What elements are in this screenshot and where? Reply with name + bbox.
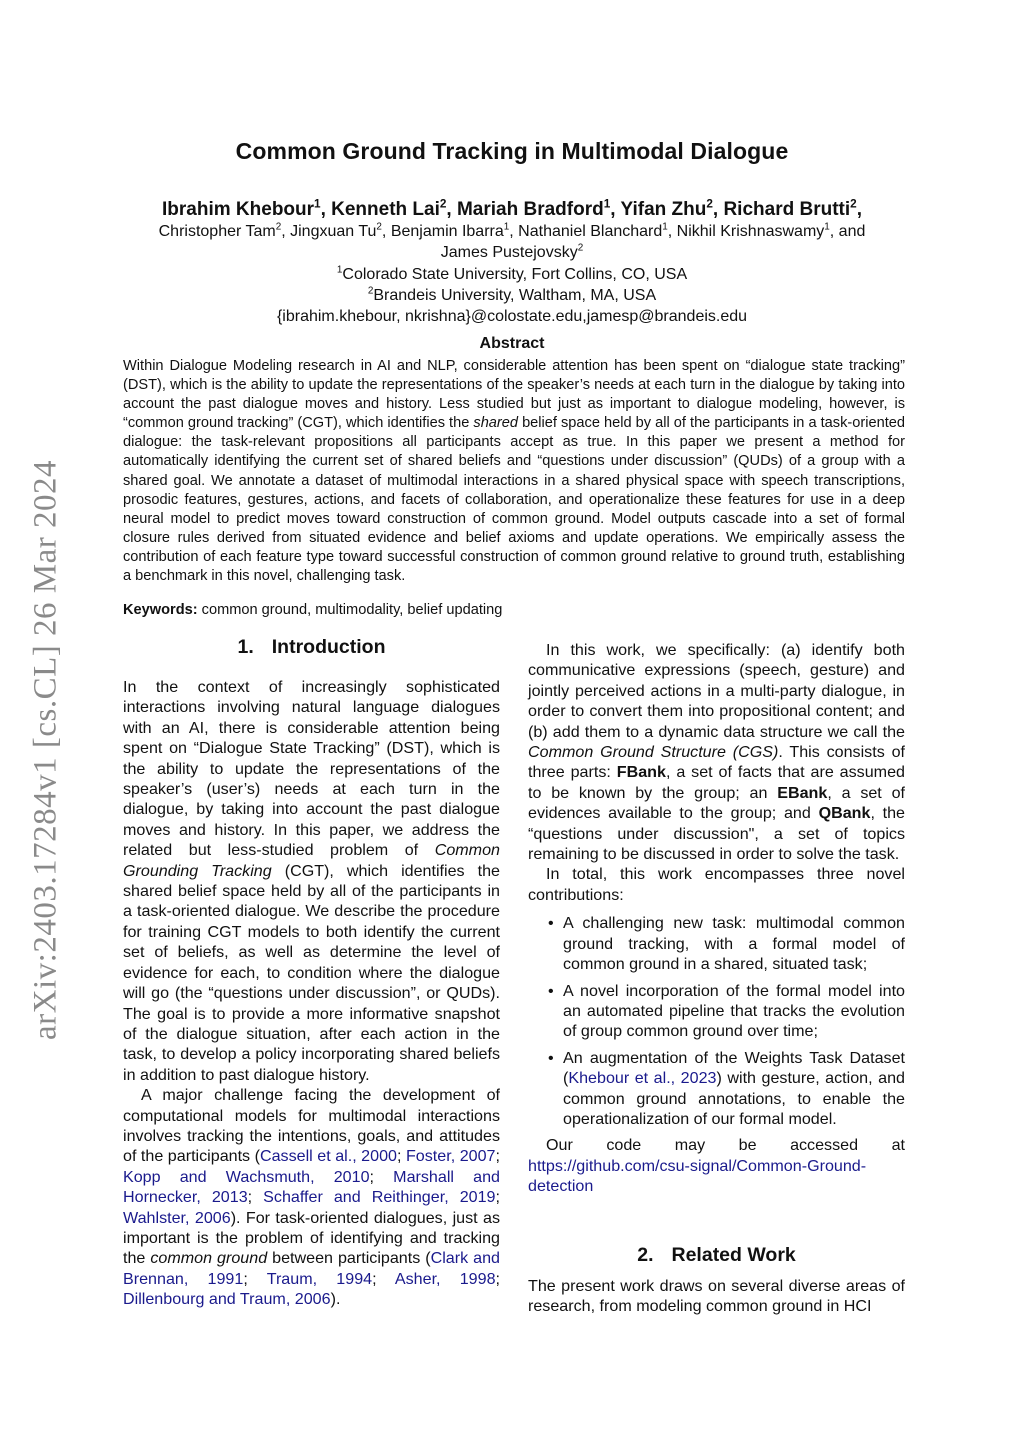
author-name: Yifan Zhu — [620, 199, 707, 220]
body-text: between participants ( — [267, 1249, 431, 1268]
author-separator: , — [446, 199, 457, 220]
repository-url-line-2: detection — [528, 1177, 594, 1196]
keywords-line — [123, 602, 502, 618]
code-access-line — [528, 1135, 905, 1155]
abstract-heading: Abstract — [479, 335, 545, 352]
abstract-text: belief space held by all of the participants in a task-oriented dialogue: the task-relevant propositions all participants accept as true. In this paper we present a method for automatically identifying the current set of shared beliefs and “questions under discussion” (QUDs) of a group with a shared goal. We annotate a dataset of multimodal interactions in a shared physical space with speech transcriptions, prosodic features, gestures, actions, and facets of collaboration, and operationalize these features for use in a deep neural model to predict moves toward construction of common ground. Model outputs cascade into a set of formal closure rules derived from situated evidence and belief axioms and update operations. We empirically assess the contribution of each feature type toward successful construction of common ground relative to ground truth, establishing a benchmark in this novel, challenging task. — [123, 415, 905, 585]
contributions-list — [528, 913, 905, 1129]
citation-link[interactable]: Dillenbourg and Traum, 2006 — [123, 1290, 331, 1309]
author-name: Ibrahim Khebour — [162, 199, 315, 220]
citation-author: Traum — [266, 1269, 313, 1288]
citation-year: 2013 — [211, 1188, 248, 1207]
author-affiliation-mark: 1 — [824, 221, 830, 233]
body-text: , the “questions under discussion", a set of topics remaining to be discussed in order to solve the task. — [528, 804, 905, 864]
citation-author: Clark and Brennan — [123, 1249, 500, 1288]
abstract-body — [123, 357, 905, 586]
author-separator: , and — [829, 223, 866, 240]
citation-author: Cassell et al. — [259, 1147, 353, 1166]
author-name: Mariah Bradford — [456, 199, 604, 220]
author-affiliation-mark: 2 — [577, 242, 584, 254]
author-name: Christopher Tam — [158, 223, 276, 240]
citation-author: Wahlster — [123, 1208, 186, 1227]
body-text: A major challenge facing the development of computational models for multimodal interactions involves tracking the intentions, goals, and attitudes of the participants ( — [123, 1086, 500, 1166]
fbank-term: FBank — [616, 763, 666, 782]
section-title: Introduction — [271, 636, 386, 658]
code-word: at — [891, 1136, 905, 1155]
author-affiliation-mark: 1 — [603, 197, 611, 211]
affiliation-2 — [0, 287, 1024, 305]
citation-link[interactable]: Clark and Brennan, 1991 — [123, 1249, 500, 1288]
citation-year: 1998 — [459, 1269, 496, 1288]
author-separator: , — [856, 199, 862, 220]
citation-author: Dillenbourg and Traum — [123, 1290, 286, 1309]
citation-year: 2023 — [680, 1069, 717, 1088]
body-text: ). — [330, 1290, 341, 1309]
code-word: accessed — [790, 1136, 859, 1155]
code-word: be — [738, 1136, 757, 1155]
repository-url-line-1: https://github.com/csu-signal/Common-Ground- — [528, 1156, 867, 1175]
citation-year: 2010 — [333, 1167, 370, 1186]
arxiv-identifier-stamp: arXiv:2403.17284v1 [cs.CL] 26 Mar 2024 — [27, 460, 64, 1040]
citation-link[interactable]: Marshall and Hornecker, 2013 — [123, 1167, 500, 1207]
author-name: Kenneth Lai — [331, 199, 440, 220]
citation-link[interactable]: Schaffer and Reithinger, 2019 — [263, 1188, 496, 1207]
author-affiliation-mark: 2 — [706, 197, 713, 211]
citation-author: Marshall and Hornecker — [123, 1167, 500, 1207]
author-affiliation-mark: 2 — [850, 197, 857, 211]
section-number: 2. — [637, 1244, 654, 1266]
citation-author: Foster — [405, 1147, 451, 1166]
related-work-body — [528, 1276, 905, 1317]
paper-title: Common Ground Tracking in Multimodal Dialogue — [235, 138, 789, 164]
secondary-authors — [0, 223, 1024, 241]
body-text: . This consists of three parts: — [528, 743, 905, 782]
contribution-item: • A novel incorporation of the formal model into an automated pipeline that tracks the evolution of group common ground over time; — [528, 981, 905, 1042]
code-word: may — [674, 1136, 706, 1155]
author-name: Benjamin Ibarra — [390, 223, 504, 240]
author-separator: , — [667, 223, 677, 240]
section-heading-related-work — [528, 1244, 905, 1267]
section-number: 1. — [237, 636, 254, 658]
citation-author: Khebour et al. — [568, 1069, 671, 1088]
qbank-term: QBank — [818, 804, 871, 823]
section-title: Related Work — [671, 1244, 796, 1266]
citation-link[interactable]: Cassell et al., 2000 — [259, 1147, 397, 1166]
body-text: , a set of evidences available to the group; and — [528, 783, 905, 823]
author-affiliation-mark: 2 — [439, 197, 447, 211]
contribution-item: • A challenging new task: multimodal common ground tracking, with a formal model of common ground in a shared, situated task; — [528, 913, 905, 974]
body-text: , a set of facts that are assumed to be known by the group; an — [528, 763, 905, 802]
affiliation-text: Colorado State University, Fort Collins, CO, USA — [342, 266, 688, 283]
keywords-text: common ground, multimodality, belief updating — [201, 602, 503, 618]
author-affiliation-mark: 2 — [275, 221, 282, 233]
primary-authors — [0, 199, 1024, 221]
intro-paragraph-2: A major challenge facing the development of computational models for multimodal interactions involves tracking the intentions, goals, and attitudes of the participants (Cassell et al., 2000; Foster, 2007; Kopp and Wachsmuth, 2010; Marshall and Hornecker, 2013; Schaffer and Reithinger, 2019; Wahlster, 2006). For task-oriented dialogues, just as important is the problem of identifying and tracking the common ground between participants (Clark and Brennan, 1991; Traum, 1994; Asher, 1998; Dillenbourg and Traum, 2006). — [123, 1086, 501, 1309]
body-text: An augmentation of the Weights Task Dataset ( — [563, 1048, 905, 1088]
citation-link[interactable]: Traum, 1994 — [266, 1269, 373, 1288]
author-name: James Pustejovsky — [440, 244, 578, 261]
citation-year: 2019 — [459, 1188, 496, 1207]
author-separator: , — [610, 199, 621, 220]
author-name: Nathaniel Blanchard — [518, 223, 663, 240]
author-separator: , — [381, 223, 391, 240]
author-name: Jingxuan Tu — [290, 223, 377, 240]
author-affiliation-mark: 1 — [314, 197, 321, 211]
affiliation-1 — [0, 266, 1024, 284]
repository-link[interactable] — [528, 1156, 905, 1197]
code-word: code — [606, 1136, 642, 1155]
author-affiliation-mark: 1 — [503, 221, 510, 233]
emphasis-text: Common Ground Structure (CGS) — [528, 743, 779, 762]
citation-link[interactable]: Foster, 2007 — [405, 1147, 496, 1166]
citation-link[interactable]: Asher, 1998 — [394, 1269, 496, 1288]
emphasis-text: Common Grounding Tracking — [123, 841, 500, 880]
citation-year: 1991 — [207, 1269, 244, 1288]
cgs-paragraph — [528, 640, 905, 864]
last-author — [0, 244, 1024, 262]
citation-link[interactable]: Kopp and Wachsmuth, 2010 — [123, 1167, 370, 1186]
ebank-term: EBank — [777, 783, 828, 802]
author-emails: {ibrahim.khebour, nkrishna}@colostate.edu,jamesp@brandeis.edu — [276, 308, 748, 325]
body-text: In the context of increasingly sophisticated interactions involving natural language dialogues with an AI, there is considerable attention being spent on “Dialogue State Tracking” (DST), which is the ability to update the representations of the speaker’s (user’s) needs at each turn in the dialogue, by taking into account the past dialogue moves and history. In this paper, we address the related but less-studied problem of — [123, 678, 500, 860]
right-column — [528, 640, 905, 1197]
abstract-emphasis: shared — [473, 415, 519, 432]
author-separator: , — [712, 199, 724, 220]
citation-year: 2006 — [194, 1208, 231, 1227]
author-name: Nikhil Krishnaswamy — [676, 223, 825, 240]
code-word: Our — [546, 1136, 573, 1155]
related-work-paragraph: The present work draws on several diverse areas of research, from modeling common ground in HCI — [528, 1277, 905, 1316]
citation-year: 1994 — [336, 1269, 373, 1288]
affiliation-number: 1 — [336, 264, 343, 276]
author-affiliation-mark: 1 — [662, 221, 668, 233]
author-separator: , — [320, 199, 332, 220]
body-text: (CGT), which identifies the shared belief space held by all of the participants in a task-oriented dialogue. We describe the procedure for training CGT models to both identify the current set of beliefs, as well as determine the level of evidence for each, to condition where the dialogue will go (the “questions under discussion”, or QUDs). The goal is to provide a more informative snapshot of the dialogue situation, after each action in the task, to develop a policy incorporating shared beliefs in addition to past dialogue history. — [123, 861, 500, 1084]
body-text: ) with gesture, action, and common ground annotations, to enable the operationalization of our formal model. — [563, 1069, 905, 1128]
citation-author: Asher — [394, 1269, 437, 1288]
citation-year: 2006 — [294, 1290, 331, 1309]
citation-year: 2000 — [361, 1147, 397, 1166]
affiliation-number: 2 — [367, 285, 374, 297]
keywords-label: Keywords: — [123, 602, 198, 618]
abstract-text: Within Dialogue Modeling research in AI and NLP, considerable attention has been spent on “dialogue state tracking” (DST), which is the ability to update the representations of the speaker’s needs at each turn in the dialogue by taking into account the past dialogue moves and history. Less studied but just as important to dialogue modeling, however, is “common ground tracking” (CGT), which identifies the — [123, 358, 905, 432]
emphasis-text: common ground — [150, 1249, 268, 1268]
section-heading-introduction — [123, 636, 500, 659]
citation-author: Schaffer and Reithinger — [263, 1188, 445, 1207]
author-name: Richard Brutti — [723, 199, 851, 220]
citation-link[interactable]: Wahlster, 2006 — [123, 1208, 231, 1227]
left-column — [123, 677, 500, 1310]
intro-paragraph-1 — [123, 677, 500, 1085]
author-affiliation-mark: 2 — [376, 221, 382, 233]
author-separator: , — [281, 223, 291, 240]
affiliation-text: Brandeis University, Waltham, MA, USA — [373, 287, 657, 304]
citation-author: Kopp and Wachsmuth — [123, 1167, 311, 1186]
citation-year: 2007 — [459, 1147, 496, 1166]
body-text: ). For task-oriented dialogues, just as important is the problem of identifying and tracking the — [123, 1208, 500, 1268]
citation-link[interactable]: Khebour et al., 2023 — [568, 1069, 717, 1088]
author-separator: , — [509, 223, 519, 240]
contribution-item — [528, 1048, 905, 1130]
body-text: In this work, we specifically: (a) identify both communicative expressions (speech, gesture) and jointly perceived actions in a multi-party dialogue, in order to convert them into propositional content; and (b) add them to a dynamic data structure we call the — [528, 641, 905, 741]
contributions-intro: In total, this work encompasses three novel contributions: — [528, 865, 905, 904]
